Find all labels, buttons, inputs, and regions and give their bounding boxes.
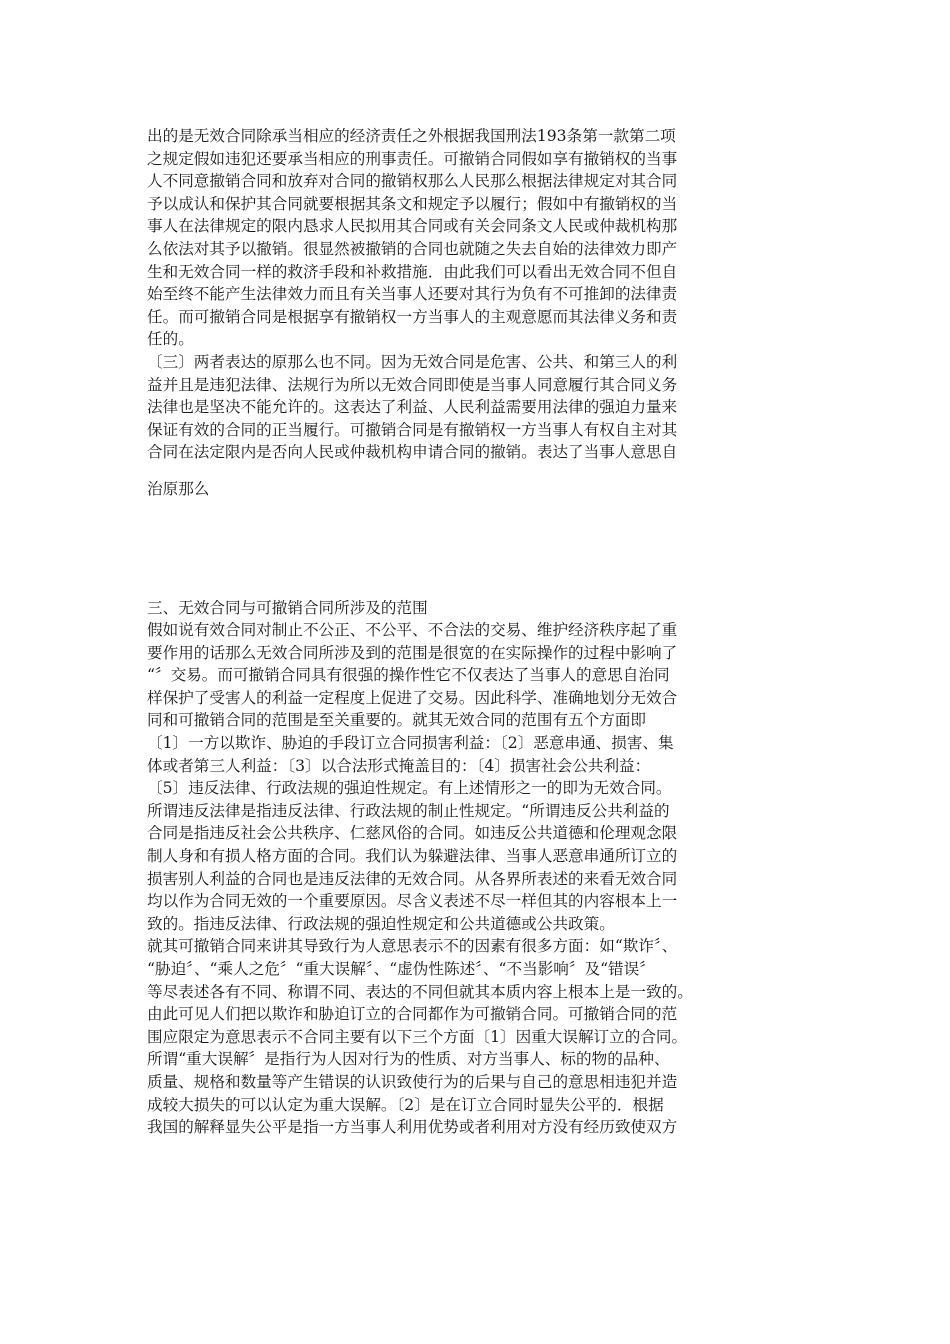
body-paragraph-1: 出的是无效合同除承当相应的经济责任之外根据我国刑法193条第一款第二项 之规定假如违犯还要承当相应的刑事责任。可撤销合同假如享有撤销权的当事 人不同意撤销合同和放弃对合同的撤销权那么人民那么根据法律规定对其合同 予以成认和保护其合同就要根据其条文和规定予以履行；假如中有撤销权的当 事人在法律规定的限内恳求人民拟用其合同或有关会同条文人民或仲裁机构那 么依法对其予以撤销。很显然被撤销的合同也就随之失去自始的法律效力即产 生和无效合同一样的救济手段和补救措施．由此我们可以看出无效合同不但自 始至终不能产生法律效力而且有关当事人还要对其行为负有不可推卸的法律责 任。而可撤销合同是根据享有撤销权一方当事人的主观意愿而其法律义务和责 任的。 [147, 127, 678, 349]
document-page [147, 125, 807, 1139]
body-paragraph-5: 就其可撤销合同来讲其导致行为人意思表示不的因素有很多方面：如“欺诈〞、 “胁迫〞、“乘人之危〞“重大误解〞、“虚伪性陈述〞、“不当影响〞及“错误〞 等尽表述各有不同、称谓不同、表达的不同但就其本质内容上根本上是一致的。 由此可见人们把以欺诈和胁迫订立的合同都作为可撤销合同。可撤销合同的范 围应限定为意思表示不合同主要有以下三个方面〔1〕因重大误解订立的合同。 所谓“重大误解〞是指行为人因对行为的性质、对方当事人、标的物的品种、 质量、规格和数量等产生错误的认识致使行为的后果与自己的意思相违犯并造 成较大损失的可以认定为重大误解。〔2〕是在订立合同时显失公平的．根据 我国的解释显失公平是指一方当事人利用优势或者利用对方没有经历致使双方 [147, 937, 693, 1137]
body-paragraph-3: 治原那么 [147, 479, 210, 498]
body-paragraph-4: 假如说有效合同对制止不公正、不公平、不合法的交易、维护经济秩序起了重 要作用的话那么无效合同所涉及到的范围是很宽的在实际操作的过程中影响了 “〞交易。而可撤销合同具有很强的操作性它不仅表达了当事人的意思自治同 样保护了受害人的利益一定程度上促进了交易。因此科学、准确地划分无效合 同和可撤销合同的范围是至关重要的。就其无效合同的范围有五个方面即 〔1〕一方以欺诈、胁迫的手段订立合同损害利益：〔2〕恶意串通、损害、集 体或者第三人利益：〔3〕以合法形式掩盖目的：〔4〕损害社会公共利益： 〔5〕违反法律、行政法规的强迫性规定。有上述情形之一的即为无效合同。 所谓违反法律是指违反法律、行政法规的制止性规定。“所谓违反公共利益的 合同是指违反社会公共秩序、仁慈风俗的合同。如违反公共道德和伦理观念限 制人身和有损人格方面的合同。我们认为躲避法律、当事人恶意串通所订立的 损害别人利益的合同也是违反法律的无效合同。从各界所表述的来看无效合同 均以作为合同无效的一个重要原因。尽含义表述不尽一样但其的内容根本上一 致的。指违反法律、行政法规的强迫性规定和公共道德或公共政策。 [147, 621, 678, 933]
body-paragraph-2: 〔三〕两者表达的原那么也不同。因为无效合同是危害、公共、和第三人的利 益并且是违犯法律、法规行为所以无效合同即使是当事人同意履行其合同义务 法律也是坚决不能允许的。这表达了利益、人民利益需要用法律的强迫力量来 保证有效的合同的正当履行。可撤销合同是有撤销权一方当事人有权自主对其 合同在法定限内是否向人民或仲裁机构申请合同的撤销。表达了当事人意思自 [147, 352, 678, 462]
section-heading: 三、无效合同与可撤销合同所涉及的范围 [147, 598, 428, 617]
